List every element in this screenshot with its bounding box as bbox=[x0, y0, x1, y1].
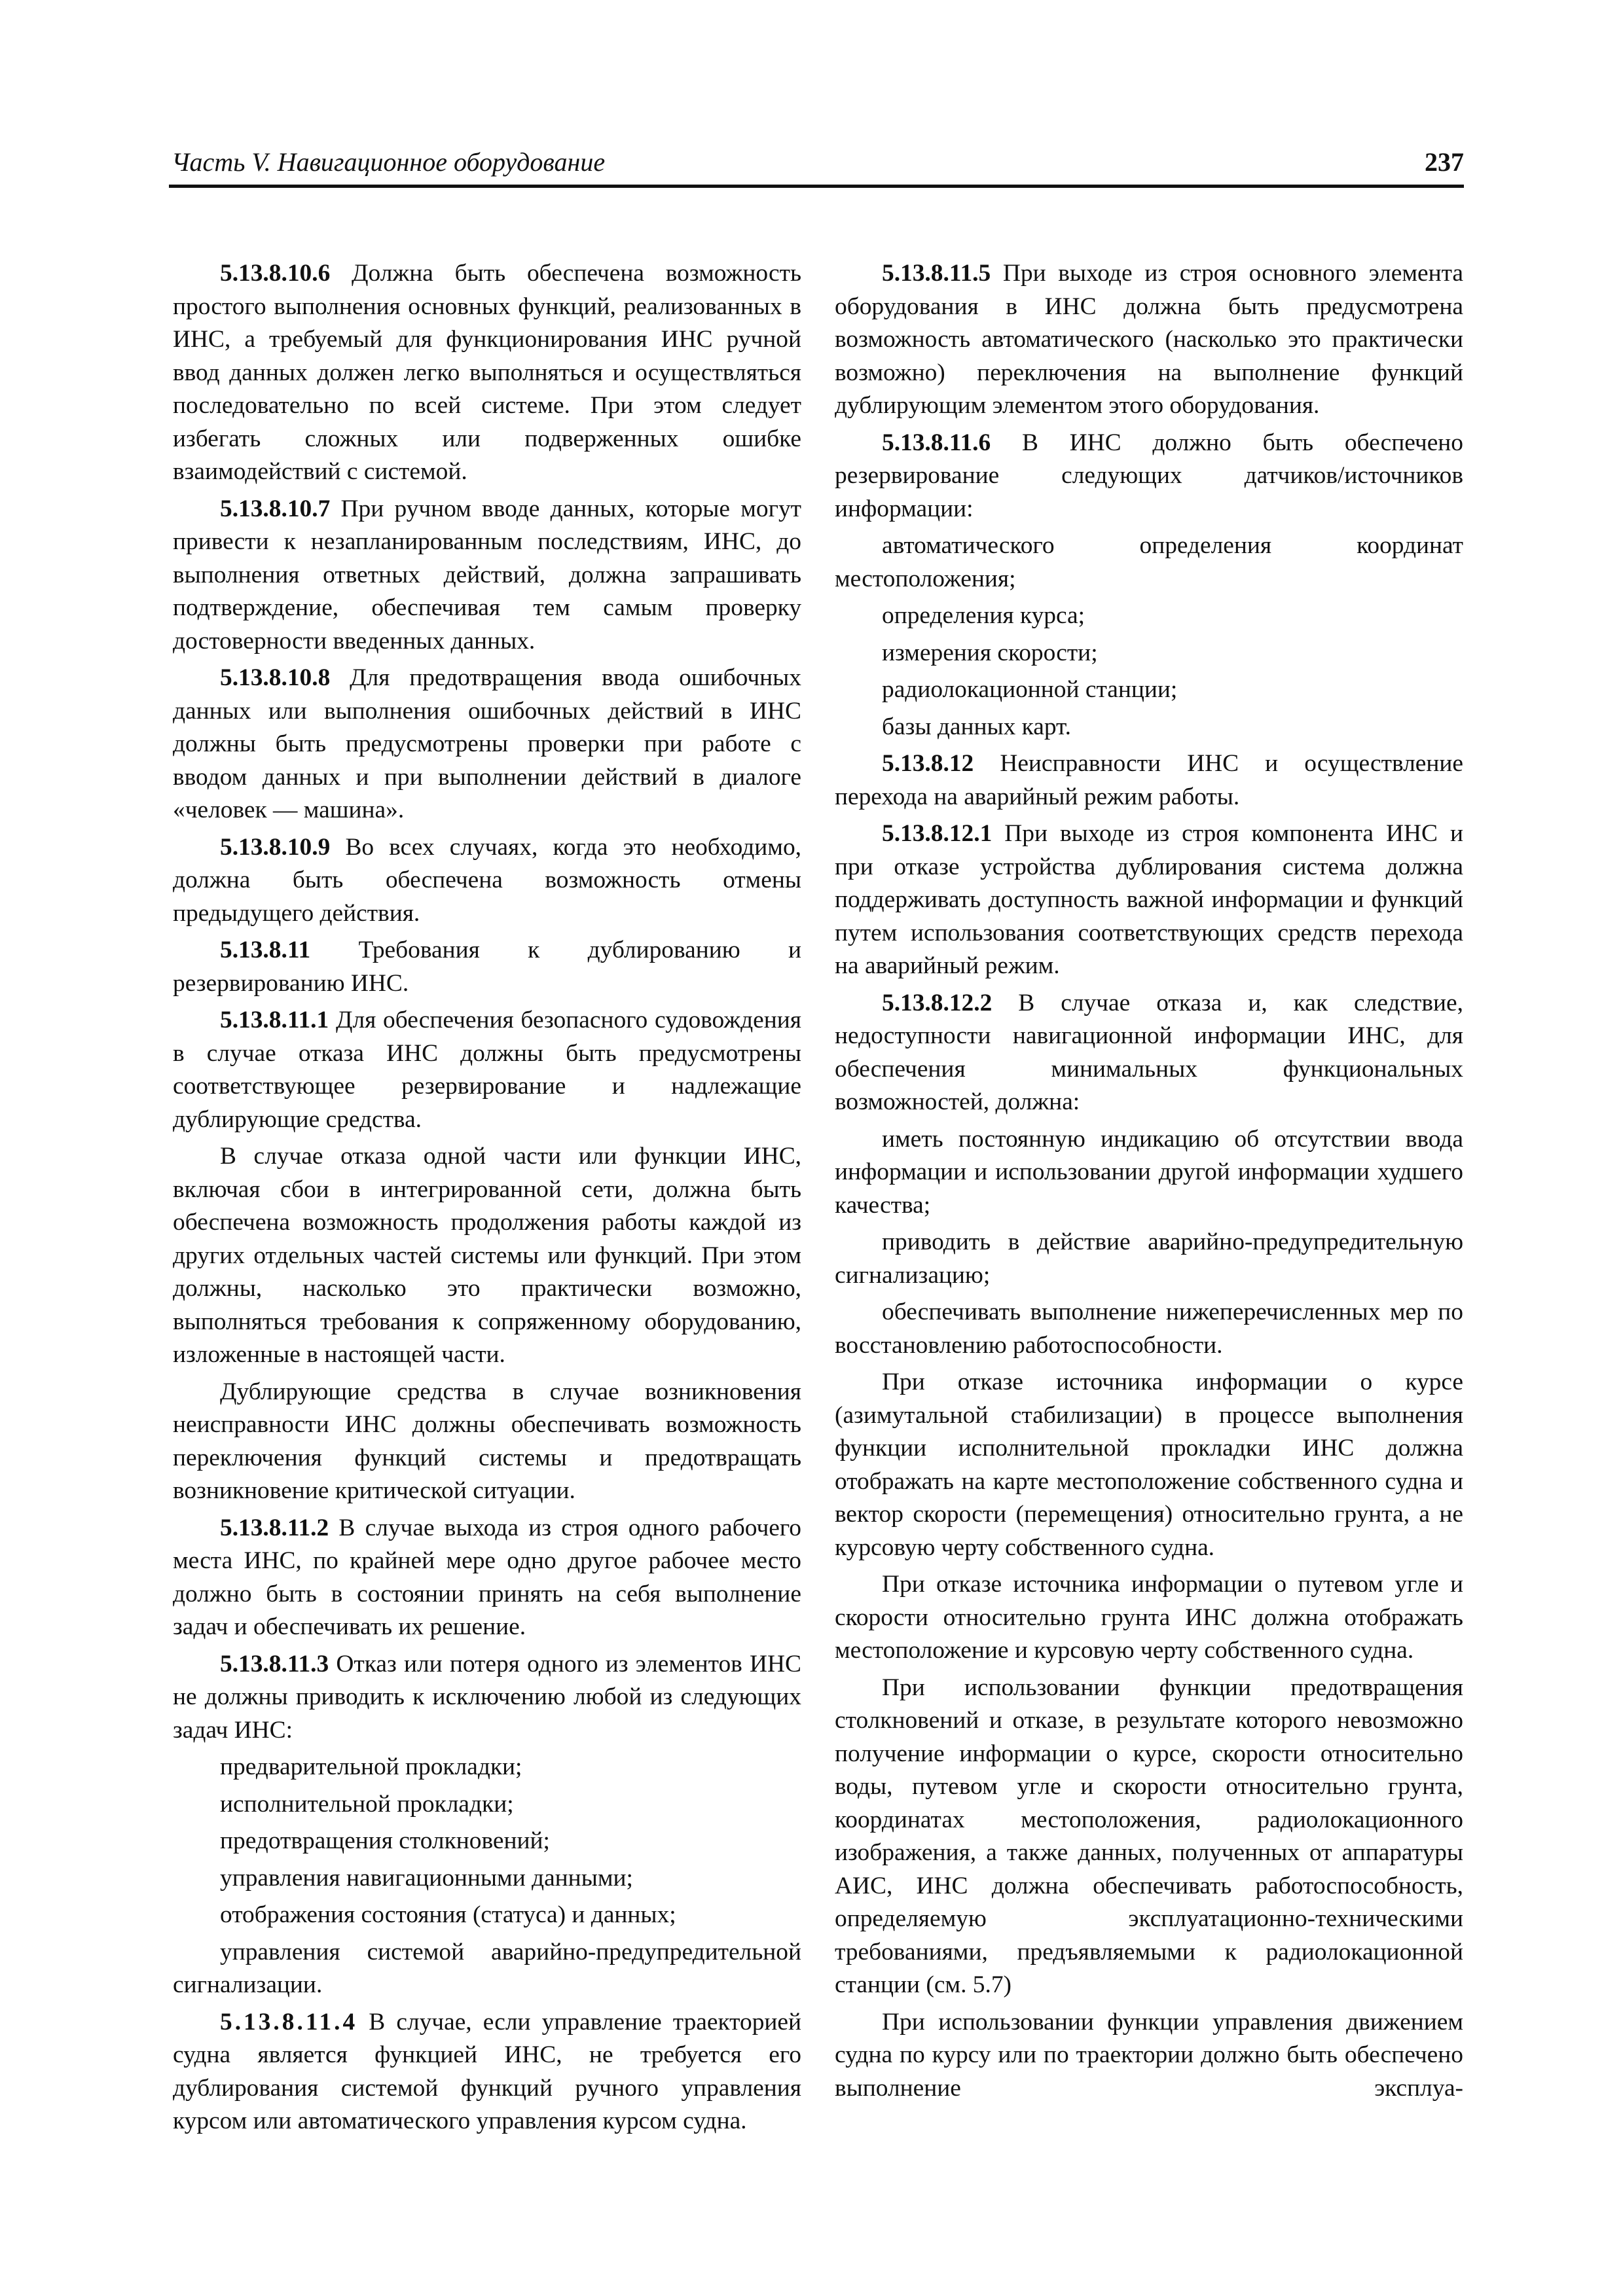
clause-number: 5.13.8.12.2 bbox=[882, 989, 993, 1016]
paragraph bbox=[835, 747, 1463, 814]
list-item bbox=[173, 1862, 801, 1895]
paragraph bbox=[173, 662, 801, 827]
right-column bbox=[835, 257, 1463, 2109]
paragraph-text: При отказе источника информации о курсе (азимутальной стабилизации) в процессе выполнения функции исполнительной прокладки ИНС должна отображать на карте местоположение собственного судна и вектор скорости (перемещения) относительно грунта, а не курсовую черту собственного судна. bbox=[835, 1369, 1463, 1561]
paragraph-text: Для обеспечения безопасного судовождения в случае отказа ИНС должны быть предусмотрены соответствующее резервирование и надлежащие дублирующие средства. bbox=[173, 1007, 801, 1133]
paragraph-text: При использовании функции управления движением судна по курсу или по траектории должно быть обеспечено выполнение эксплуа- bbox=[835, 2008, 1463, 2102]
list-item bbox=[835, 600, 1463, 633]
paragraph-text: предварительной прокладки; bbox=[220, 1753, 522, 1780]
list-item bbox=[835, 1296, 1463, 1362]
list-item bbox=[173, 1825, 801, 1858]
paragraph-text: автоматического определения координат местоположения; bbox=[835, 532, 1463, 592]
list-item bbox=[835, 637, 1463, 670]
paragraph bbox=[173, 493, 801, 658]
list-item bbox=[835, 1123, 1463, 1223]
paragraph-text: базы данных карт. bbox=[882, 713, 1071, 740]
list-item bbox=[173, 1936, 801, 2002]
clause-number: 5.13.8.11.2 bbox=[220, 1514, 329, 1541]
paragraph bbox=[173, 934, 801, 1000]
paragraph-text: При выходе из строя основного элемента оборудования в ИНС должна быть предусмотрена возможность автоматического (насколько это практически возможно) переключения на выполнение функций дублирующим элементом этого оборудования. bbox=[835, 260, 1463, 419]
clause-number: 5.13.8.10.7 bbox=[220, 495, 331, 522]
paragraph bbox=[835, 427, 1463, 526]
list-item bbox=[835, 711, 1463, 744]
clause-number: 5.13.8.11.4 bbox=[220, 2008, 358, 2036]
page-number: 237 bbox=[1425, 147, 1464, 177]
paragraph-text: Отказ или потеря одного из элементов ИНС не должны приводить к исключению любой из следующих задач ИНС: bbox=[173, 1650, 801, 1744]
paragraph-text: приводить в действие аварийно-предупредительную сигнализацию; bbox=[835, 1229, 1463, 1289]
paragraph-text: При ручном вводе данных, которые могут привести к незапланированным последствиям, ИНС, до выполнения ответных действий, должна запрашивать подтверждение, обеспечивая тем самым проверку достоверности введенных данных. bbox=[173, 495, 801, 655]
paragraph-text: В случае отказа одной части или функции ИНС, включая сбои в интегрированной сети, должна быть обеспечена возможность продолжения работы каждой из других отдельных частей системы или функций. При этом должны, насколько это практически возможно, выполняться требования к сопряженному оборудованию, изложенные в настоящей части. bbox=[173, 1143, 801, 1368]
paragraph-text: Во всех случаях, когда это необходимо, должна быть обеспечена возможность отмены предыдущего действия. bbox=[173, 833, 801, 927]
paragraph bbox=[173, 1140, 801, 1372]
list-item bbox=[835, 673, 1463, 707]
paragraph-text: отображения состояния (статуса) и данных; bbox=[220, 1901, 676, 1928]
clause-number: 5.13.8.11.6 bbox=[882, 429, 991, 456]
paragraph bbox=[173, 1004, 801, 1136]
clause-number: 5.13.8.11 bbox=[220, 937, 311, 963]
paragraph-text: При использовании функции предотвращения столкновений и отказе, в результате которого невозможно получение информации о курсе, скорости относительно воды, путевом угле и скорости относительно грунта, координатах местоположения, радиолокационного изображения, а также данных, полученных от аппаратуры АИС, ИНС должна обеспечивать работоспособность, определяемую эксплуатационно-техническими требованиями, предъявляемыми к радиолокационной станции (см. 5.7) bbox=[835, 1674, 1463, 1998]
clause-number: 5.13.8.10.6 bbox=[220, 260, 331, 287]
paragraph-text: В ИНС должно быть обеспечено резервирование следующих датчиков/источников информации: bbox=[835, 429, 1463, 522]
paragraph bbox=[835, 987, 1463, 1119]
clause-number: 5.13.8.11.3 bbox=[220, 1650, 329, 1677]
paragraph bbox=[835, 817, 1463, 983]
paragraph-text: исполнительной прокладки; bbox=[220, 1790, 514, 1818]
paragraph-text: обеспечивать выполнение нижеперечисленных мер по восстановлению работоспособности. bbox=[835, 1299, 1463, 1359]
list-item bbox=[835, 1226, 1463, 1292]
paragraph-text: Для предотвращения ввода ошибочных данных или выполнения ошибочных действий в ИНС должны быть предусмотрены проверки при работе с вводом данных и при выполнении действий в диалоге «человек — машина». bbox=[173, 664, 801, 823]
paragraph-text: В случае отказа и, как следствие, недоступности навигационной информации ИНС, для обеспечения минимальных функциональных возможностей, должна: bbox=[835, 989, 1463, 1115]
paragraph-text: управления системой аварийно-предупредительной сигнализации. bbox=[173, 1938, 801, 1998]
paragraph bbox=[173, 831, 801, 931]
paragraph-text: Неисправности ИНС и осуществление перехода на аварийный режим работы. bbox=[835, 750, 1463, 810]
paragraph-text: В случае выхода из строя одного рабочего места ИНС, по крайней мере одно другое рабочее место должно быть в состоянии принять на себя выполнение задач и обеспечивать их решение. bbox=[173, 1514, 801, 1640]
paragraph-text: предотвращения столкновений; bbox=[220, 1827, 550, 1854]
clause-number: 5.13.8.10.9 bbox=[220, 833, 331, 861]
header-title: Часть V. Навигационное оборудование bbox=[172, 147, 606, 177]
paragraph-text: иметь постоянную индикацию об отсутствии ввода информации и использовании другой информации худшего качества; bbox=[835, 1125, 1463, 1219]
paragraph-text: определения курса; bbox=[882, 602, 1085, 629]
paragraph-text: Должна быть обеспечена возможность простого выполнения основных функций, реализованных в ИНС, а требуемый для функционирования ИНС ручной ввод данных должен легко выполняться и осуществляться последовательно по всей системе. При этом следует избегать сложных или подверженных ошибке взаимодействий с системой. bbox=[173, 260, 801, 485]
left-column bbox=[173, 257, 801, 2142]
paragraph bbox=[835, 1568, 1463, 1668]
paragraph-text: Дублирующие средства в случае возникновения неисправности ИНС должны обеспечивать возможность переключения функций системы и предотвращать возникновение критической ситуации. bbox=[173, 1378, 801, 1504]
clause-number: 5.13.8.12.1 bbox=[882, 820, 993, 847]
list-item bbox=[173, 1899, 801, 1932]
paragraph bbox=[835, 1366, 1463, 1564]
paragraph-text: управления навигационными данными; bbox=[220, 1864, 633, 1892]
paragraph-text: При выходе из строя компонента ИНС и при отказе устройства дублирования система должна поддерживать доступность важной информации и функций путем использования соответствующих средств перехода на аварийный режим. bbox=[835, 820, 1463, 979]
clause-number: 5.13.8.12 bbox=[882, 750, 974, 777]
list-item bbox=[173, 1788, 801, 1821]
paragraph-text: Требования к дублированию и резервированию ИНС. bbox=[173, 937, 801, 997]
paragraph-text: В случае, если управление траекторией судна является функцией ИНС, не требуется его дублирования системой функций ручного управления курсом или автоматического управления курсом судна. bbox=[173, 2008, 801, 2134]
paragraph-text: При отказе источника информации о путевом угле и скорости относительно грунта ИНС должна отображать местоположение и курсовую черту собственного судна. bbox=[835, 1571, 1463, 1664]
paragraph bbox=[835, 2006, 1463, 2106]
clause-number: 5.13.8.11.1 bbox=[220, 1007, 329, 1033]
paragraph bbox=[835, 257, 1463, 423]
paragraph bbox=[173, 1376, 801, 1508]
paragraph bbox=[173, 1648, 801, 1748]
list-item bbox=[835, 529, 1463, 596]
paragraph bbox=[173, 1512, 801, 1644]
list-item bbox=[173, 1751, 801, 1784]
paragraph bbox=[835, 1672, 1463, 2002]
paragraph-text: измерения скорости; bbox=[882, 639, 1098, 666]
clause-number: 5.13.8.11.5 bbox=[882, 260, 991, 287]
running-header bbox=[169, 145, 1464, 188]
paragraph bbox=[173, 2006, 801, 2138]
clause-number: 5.13.8.10.8 bbox=[220, 664, 331, 691]
paragraph-text: радиолокационной станции; bbox=[882, 676, 1178, 703]
paragraph bbox=[173, 257, 801, 489]
